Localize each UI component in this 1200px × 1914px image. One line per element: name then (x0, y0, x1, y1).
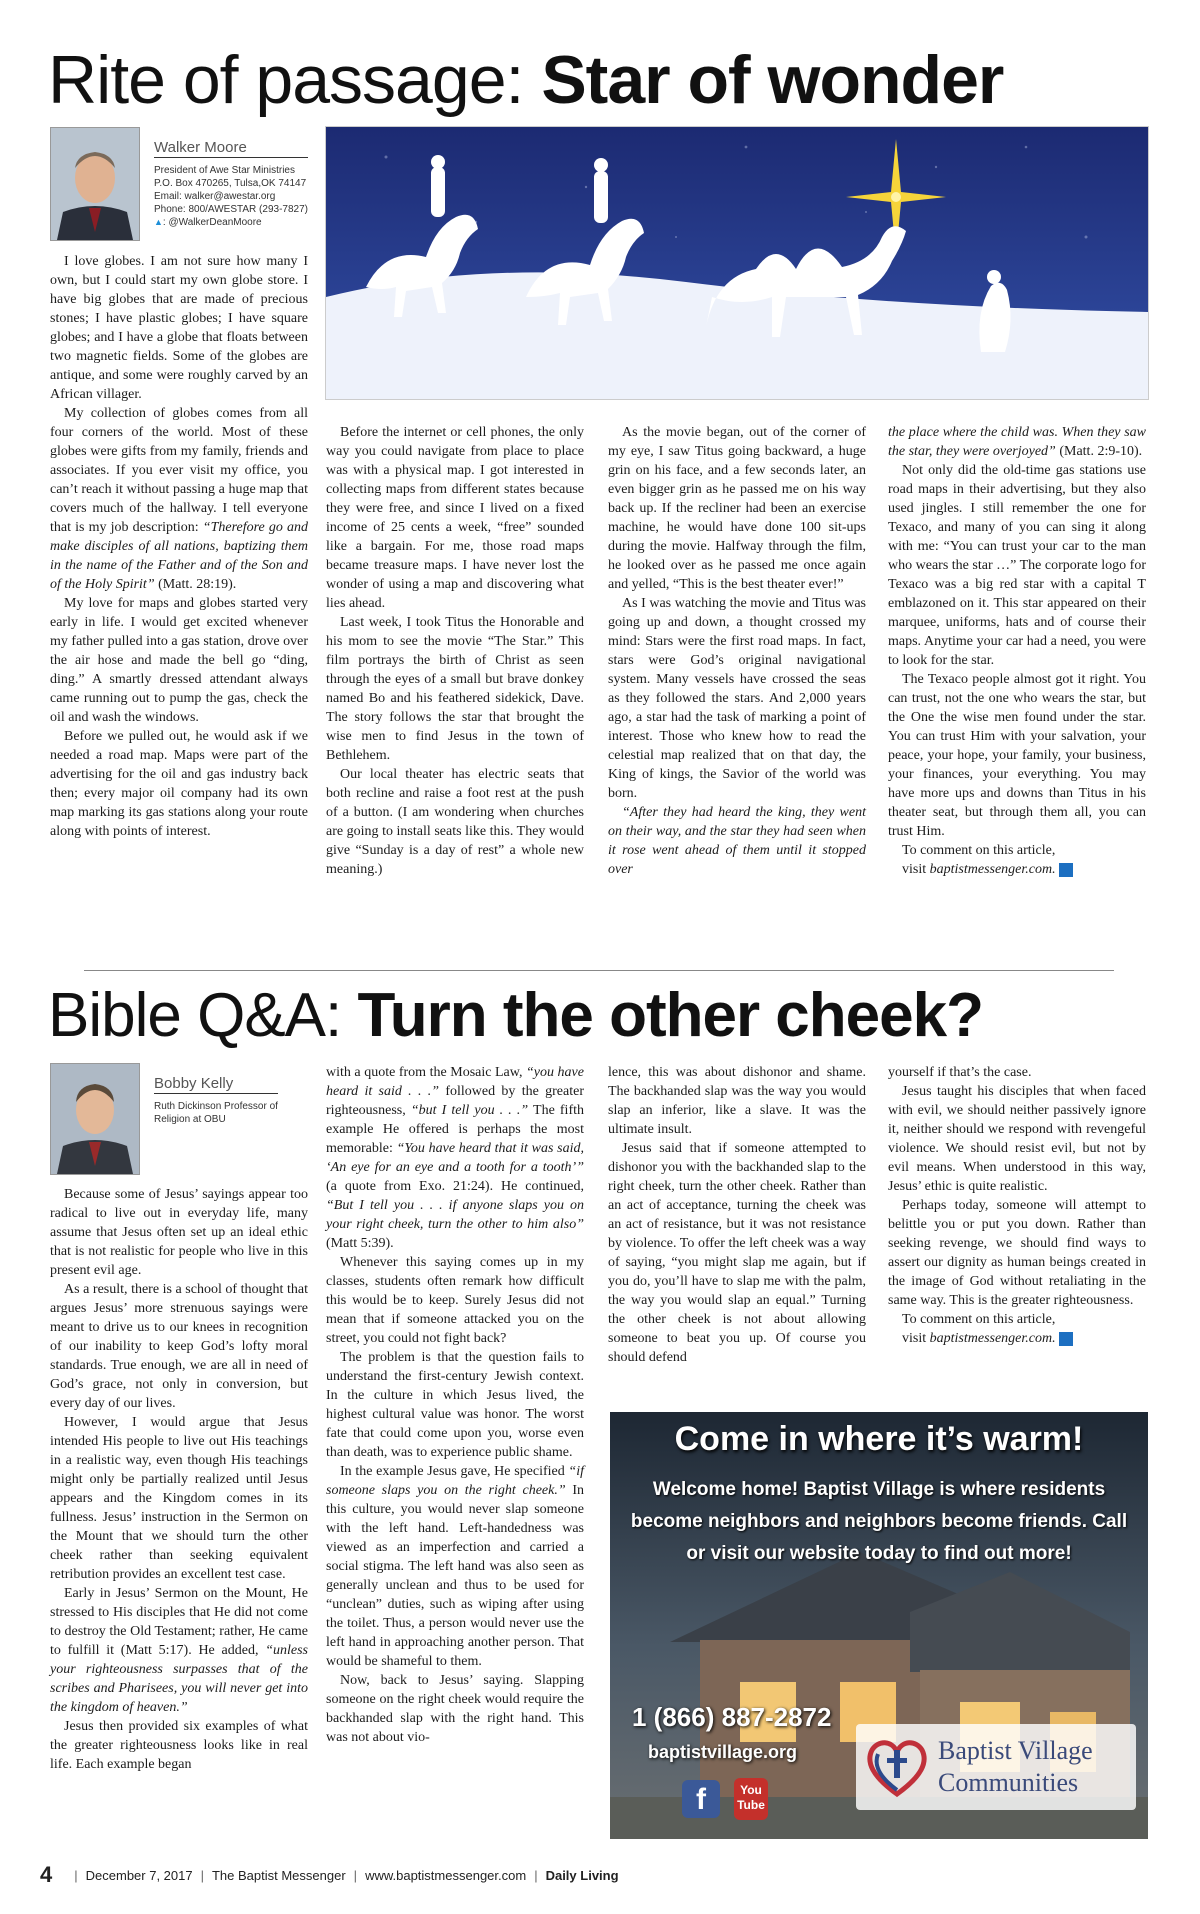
ad-phone[interactable]: 1 (866) 887-2872 (632, 1702, 832, 1732)
messenger-logo-icon: m (1059, 863, 1073, 877)
article1-byline (50, 127, 308, 241)
author-name: Walker Moore (154, 141, 308, 158)
author-portrait-icon (51, 128, 139, 240)
comment-link[interactable]: visit baptistmessenger.com. m (902, 862, 1083, 877)
ad-website[interactable]: baptistvillage.org (648, 1742, 798, 1762)
author-photo (50, 1063, 140, 1175)
baptist-village-ad[interactable] (610, 1412, 1148, 1839)
author-info: Walker Moore President of Awe Star Ministries P.O. Box 470265, Tulsa,OK 74147 Email: walker@awestar.org Phone: 800/AWESTAR (293-7827) ▲: @WalkerDeanMoore (154, 139, 308, 228)
article1-headline: Rite of passage: Star of wonder (48, 42, 1004, 118)
page-footer: 4 | December 7, 2017 | The Baptist Messenger | www.baptistmessenger.com | Daily Living (40, 1862, 619, 1887)
messenger-logo-icon: m (1059, 1332, 1073, 1346)
article2-headline: Bible Q&A: Turn the other cheek? (48, 981, 983, 1050)
camels-star-icon (326, 127, 1148, 399)
article2-column-4: yourself if that’s the case. Jesus taught his disciples that when faced with evil, we should neither passively ignore it, neither should we respond with revengeful violence. We should resist evil, but not by evil means. When understood in this way, Jesus’ ethic is quite realistic. Perhaps today, someone will attempt to belittle you or put you down. Rather than seeking revenge, we should find ways to assert our dignity as human beings created in the image of God without retaliating in the same way. This is the greater righteousness. To comment on this article, visit baptistmessenger.com. m (888, 1065, 1146, 1346)
author-info: Bobby Kelly Ruth Dickinson Professor of Religion at OBU (154, 1075, 278, 1125)
ad-body: Welcome home! Baptist Village is where residents become neighbors and neighbors become friends. Call or visit our website today to find out more! (630, 1479, 1128, 1564)
article1-column-4: the place where the child was. When they saw the star, they were overjoyed” (Matt. 2:9-10). Not only did the old-time gas stations use road maps in their advertising, but they also used jingles. I still remember the one for Texaco, and many of you can sing it along with me: “You can trust your car to the man who wears the star …” The corporate logo for Texaco was a big red star with a capital T emblazoned on it. This star appeared on their marquee, uniforms, hats and of course their maps. Anytime your car had a need, you were to look for the star. The Texaco people almost got it right. You can trust, not the one who wears the star, but the One the wise men found under the star. You can trust Him with your salvation, your peace, your hope, your family, your business, your finances, your everything. You may have more ups and downs than Titus in his theater seat, but through them all, you can trust Him. To comment on this article, visit baptistmessenger.com. m (888, 425, 1146, 877)
article1-column-2: Before the internet or cell phones, the only way you could navigate from place to place was with a physical map. I got interested in collecting maps from different states because they were free, and since I lived on a fixed income of 25 cents a week, “free” sounded like a bargain. For me, those road maps became treasure maps. I have never lost the wonder of using a map and discovering what lies ahead. Last week, I took Titus the Honorable and his mom to see the movie “The Star.” This film portrays the birth of Christ as seen through the eyes of a small but brave donkey named Bo and his feathered sidekick, Dave. The story follows the star that brought the wise men to find Jesus in the town of Bethlehem. Our local theater has electric seats that both recline and raise a foot rest at the push of a button. (I am wondering when churches are going to install seats like this. They would give “Sunday is a day of rest” a whole new meaning.) (326, 425, 584, 877)
twitter-icon: ▲ (154, 217, 163, 227)
author-photo (50, 127, 140, 241)
ad-headline: Come in where it’s warm! (674, 1420, 1084, 1458)
footer-website[interactable]: www.baptistmessenger.com (365, 1868, 527, 1883)
comment-line: To comment on this article, (902, 843, 1056, 858)
article2-column-2: with a quote from the Mosaic Law, “you have heard it said . . .” followed by the greater righteousness, “but I tell you . . .” The fifth example He offered is perhaps the most memorable: “You have heard that it was said, ‘An eye for an eye and a tooth for a tooth’” (a quote from Exo. 21:24). He continued, “But I tell you . . . if anyone slaps you on your right cheek, turn the other to him also” (Matt 5:39). Whenever this saying comes up in my classes, students often remark how difficult this would be to keep. Surely Jesus did not mean that if someone attacked you on the street, you could not fight back? The problem is that the question fails to understand the first-century Jewish context. In the culture in which Jesus lived, the highest cultural value was honor. The worst fate that could come upon you, worse even than death, was to experience public shame. In the example Jesus gave, He specified “if someone slaps you on the right cheek.” In this culture, you would never slap someone with the left hand. Left-handedness was viewed as an imperfection and carried a social stigma. The left hand was also seen as generally unclean and thus to be used for “unclean” duties, such as wiping after using the toilet. Thus, a person would never use the left hand in approaching another person. That would be shameful to them. Now, back to Jesus’ saying. Slapping someone on the right cheek would require the backhanded slap with the right hand. This was not about vio- (326, 1065, 584, 1745)
author-portrait-icon (51, 1064, 139, 1174)
footer-paper: The Baptist Messenger (211, 1868, 346, 1883)
article1-column-3: As the movie began, out of the corner of my eye, I saw Titus going backward, a huge grin on his face, and a few seconds later, an even bigger grin as he passed me on his way back up. If the recliner had been an exercise machine, he would have done 100 sit-ups during the movie. Halfway through the film, he looked over as he passed me once again and yelled, “This is the best theater ever!” As I was watching the movie and Titus was going up and down, a thought crossed my mind: Stars were the first road maps. In fact, stars were God’s original navigational system. Many vessels have crossed the seas as they followed the stars. And 2,000 years ago, a star had the task of marking a point of interest. Those who knew how to read the celestial map realized that on that day, the King of kings, the Savior of the world was born. “After they had heard the king, they went on their way, and the star they had seen when it rose went ahead of them until it stopped over (608, 425, 866, 877)
baptist-village-logo: Baptist Village Communities (856, 1724, 1136, 1810)
wise-men-illustration (326, 127, 1148, 399)
section-divider (84, 970, 1114, 971)
youtube-icon[interactable]: You Tube (734, 1778, 768, 1820)
article2-column-3: lence, this was about dishonor and shame. The backhanded slap was the way you would slap an inferior, like a slave. It was the ultimate insult. Jesus said that if someone attempted to dishonor you with the backhanded slap to the right cheek, turn the other cheek. Rather than an act of acceptance, turning the cheek was an act of resistance, but it was not resistance by violence. To offer the left cheek was a way of saying, “you might slap me again, but if you do, you’ll have to slap me with the palm, the way you would slap an equal.” Turning the other cheek is not about allowing someone to beat you up. Of course you should defend (608, 1065, 866, 1365)
footer-section: Daily Living (545, 1868, 619, 1883)
footer-date: December 7, 2017 (85, 1868, 193, 1883)
page-number: 4 (40, 1862, 53, 1887)
heart-cross-icon (862, 1732, 932, 1802)
article1-column-1: I love globes. I am not sure how many I own, but I could start my own globe store. I have big globes that are made of precious stones; I have plastic globes; I have square globes; and I have a globe that floats between two magnetic fields. Some of the globes are antique, and some were roughly carved by an African villager. My collection of globes comes from all four corners of the world. Most of these globes were gifts from my family, friends and associates. If you ever visit my office, you can’t reach it without passing a huge map that covers much of the hallway. I tell everyone that is my job description: “Therefore go and make disciples of all nations, baptizing them in the name of the Father and of the Son and of the Holy Spirit” (Matt. 28:19). My love for maps and globes started very early in life. I would get excited whenever my father pulled into a gas station, drove over the air hose and made the bell go “ding, ding.” A smartly dressed attendant always came running out to pump the gas, check the oil and wash the windows. Before we pulled out, he would ask if we needed a road map. Maps were part of the advertising for the oil and gas industry back then; every major oil company had its own map marking its gas stations along your route along with points of interest. (50, 254, 308, 839)
author-twitter: ▲: @WalkerDeanMoore (154, 217, 262, 228)
comment-line: To comment on this article, (902, 1312, 1056, 1327)
facebook-icon[interactable]: f (682, 1780, 720, 1818)
article2-column-1: Because some of Jesus’ sayings appear too radical to live out in everyday life, many assume that Jesus often set up an ideal ethic that is not realistic for people who live in this present evil age. As a result, there is a school of thought that argues Jesus’ more strenuous sayings were meant to drive us to our knees in recognition of our inability to keep God’s lofty moral standards. True enough, we are all in need of God’s grace, not only in conversion, but every day of our lives. However, I would argue that Jesus intended His people to live out His teachings in a realistic way, even though His teachings might only be partially realized until Jesus appears and the Kingdom comes in its fullness. Jesus’ instruction in the Sermon on the Mount that we should turn the other cheek rather than seeking equivalent retribution provides an excellent test case. Early in Jesus’ Sermon on the Mount, He stressed to His disciples that He did not come to destroy the Old Testament; rather, He came to fulfill it (Matt 5:17). He added, “unless your righteousness surpasses that of the scribes and Pharisees, you will never get into the kingdom of heaven.” Jesus then provided six examples of what the greater righteousness looks like in real life. Each example began (50, 1187, 308, 1772)
author-name: Bobby Kelly (154, 1077, 278, 1094)
comment-link[interactable]: visit baptistmessenger.com. m (902, 1331, 1083, 1346)
article2-byline (50, 1063, 308, 1175)
